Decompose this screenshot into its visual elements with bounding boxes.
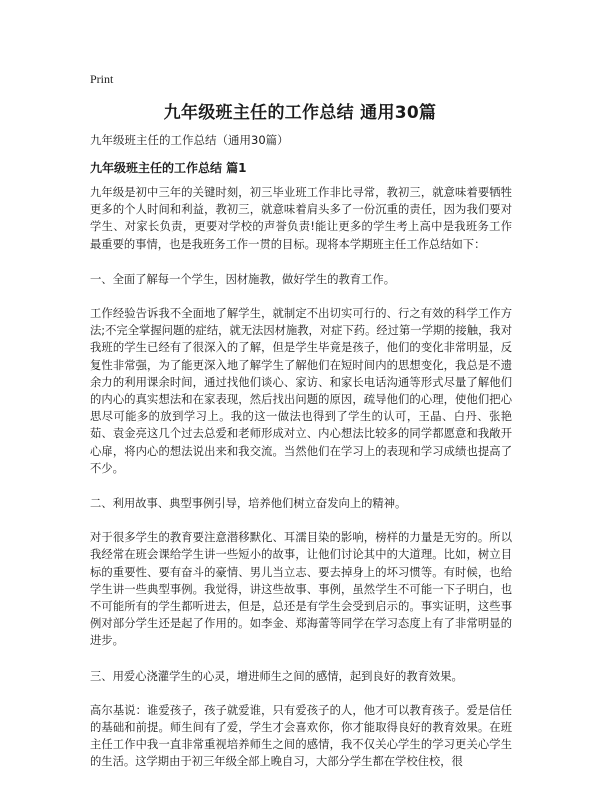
paragraph-body-3: 高尔基说：谁爱孩子，孩子就爱谁，只有爱孩子的人，他才可以教育孩子。爱是信任的基础和前提。师生间有了爱，学生才会喜欢你，你才能取得良好的教育效果。在班主任工作中我一直非常重视培养师生之间的感情，我不仅关心学生的学习更关心学生的生活。这学期由于初三年级全部上晚自习，大部分学生都在学校住校，很 xyxy=(90,703,512,769)
print-link[interactable]: Print xyxy=(90,72,114,86)
section-heading: 九年级班主任的工作总结 篇1 xyxy=(90,161,247,175)
document-title: 九年级班主任的工作总结 通用30篇 xyxy=(163,103,437,123)
paragraph-point-1: 一、全面了解每一个学生，因材施教，做好学生的教育工作。 xyxy=(90,272,396,286)
paragraph-body-1: 工作经验告诉我不全面地了解学生，就制定不出切实可行的、行之有效的科学工作方法;不完全掌握问题的症结，就无法因材施教，对症下药。经过第一学期的接触，我对我班的学生已经有了很深入的了解，但是学生毕竟是孩子，他们的变化非常明显，反复性非常强，为了能更深入地了解学生了解他们在短时间内的思想变化，我总是不遗余力的利用课余时间，通过找他们谈心、家访、和家长电话沟通等形式尽量了解他们的内心的真实想法和在家表现，然后找出问题的原因，疏导他们的心理，使他们把心思尽可能多的放到学习上。我的这一做法也得到了学生的认可，王晶、白丹、张艳茹、袁金亮这几个过去总爱和老师形成对立、内心想法比较多的同学都愿意和我敞开心扉，将内心的想法说出来和我交流。当然他们在学习上的表现和学习成绩也提高了不少。 xyxy=(90,307,512,475)
paragraph-point-3: 三、用爱心浇灌学生的心灵，增进师生之间的感情，起到良好的教育效果。 xyxy=(90,669,463,683)
paragraph-point-2: 二、利用故事、典型事例引导，培养他们树立奋发向上的精神。 xyxy=(90,497,407,511)
document-body xyxy=(90,184,512,789)
paragraph-body-2: 对于很多学生的教育要注意潜移默化、耳濡目染的影响，榜样的力量是无穷的。所以我经常在班会课给学生讲一些短小的故事，让他们讨论其中的大道理。比如，树立目标的重要性、要有奋斗的豪情、男儿当立志、要去掉身上的坏习惯等。有时候，也给学生讲一些典型事例。我觉得，讲这些故事、事例，虽然学生不可能一下子明白，也不可能所有的学生都听进去，但是，总还是有学生会受到启示的。事实证明，这些事例对部分学生还是起了作用的。如李金、郑海蕾等同学在学习态度上有了非常明显的进步。 xyxy=(90,531,512,648)
paragraph-intro: 九年级是初中三年的关键时刻，初三毕业班工作非比寻常，教初三，就意味着要牺牲更多的个人时间和利益，教初三，就意味着肩头多了一份沉重的责任，因为我们要对学生、对家长负责，更要对学校的声誉负责!能让更多的学生考上高中是我班务工作最重要的事情，也是我班务工作一贯的目标。现将本学期班主任工作总结如下： xyxy=(90,186,512,251)
document-subtitle: 九年级班主任的工作总结（通用30篇） xyxy=(90,133,289,147)
